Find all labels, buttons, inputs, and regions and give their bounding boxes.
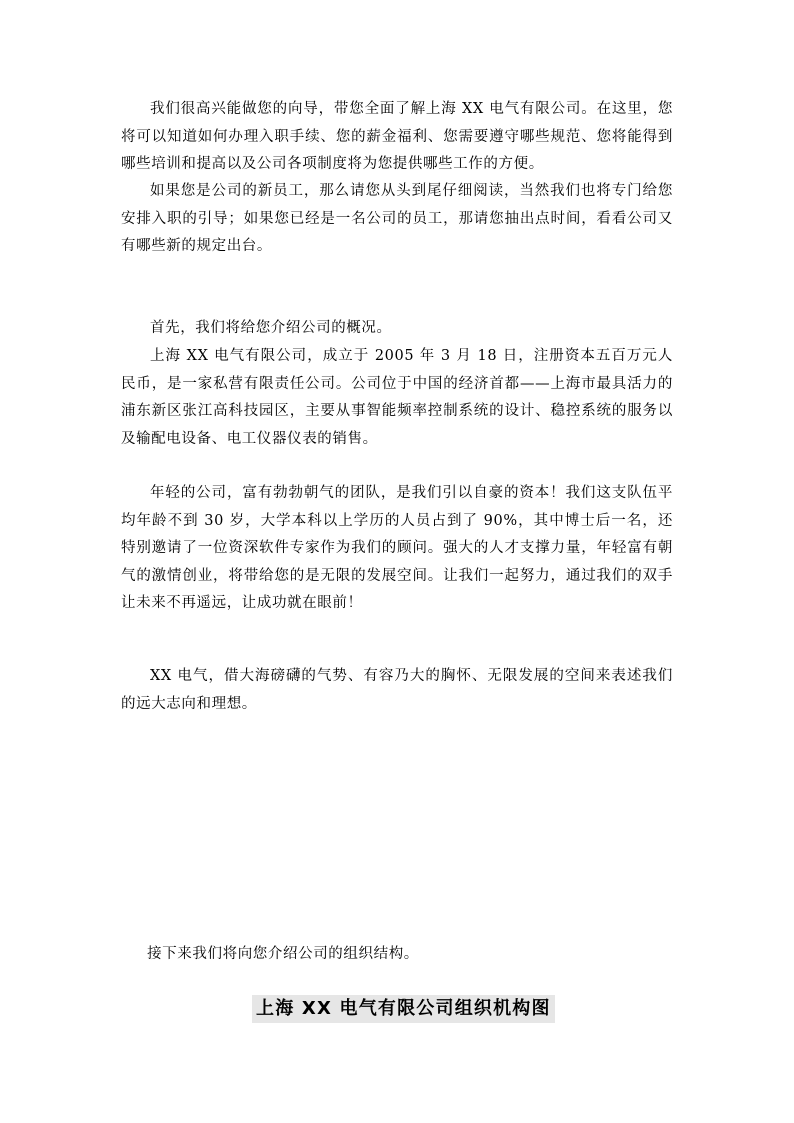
org-structure-intro-paragraph: 接下来我们将向您介绍公司的组织结构。: [147, 946, 419, 962]
org-chart-title: 上海 XX 电气有限公司组织机构图: [252, 995, 555, 1023]
overview-intro-paragraph: 首先，我们将给您介绍公司的概况。: [150, 320, 392, 336]
welcome-paragraph: 我们很高兴能做您的向导，带您全面了解上海 XX 电气有限公司。在这里，您将可以知道如何办理入职手续、您的薪金福利、您需要遵守哪些规范、您将能得到哪些培训和提高以及公司各项制度将为您提供哪些工作的方便。: [121, 101, 673, 172]
team-paragraph: 年轻的公司，富有勃勃朝气的团队，是我们引以自豪的资本！我们这支队伍平均年龄不到 30 岁，大学本科以上学历的人员占到了 90%，其中博士后一名，还特别邀请了一位资深软件专家作为我们的顾问。强大的人才支撑力量，年轻富有朝气的激情创业，将带给您的是无限的发展空间。让我们一起努力，通过我们的双手让未来不再遥远，让成功就在眼前！: [121, 485, 673, 611]
new-employee-paragraph: 如果您是公司的新员工，那么请您从头到尾仔细阅读，当然我们也将专门给您安排入职的引导；如果您已经是一名公司的员工，那请您抽出点时间，看看公司又有哪些新的规定出台。: [121, 183, 673, 254]
vision-paragraph: XX 电气，借大海磅礴的气势、有容乃大的胸怀、无限发展的空间来表述我们的远大志向和理想。: [121, 668, 673, 712]
company-profile-paragraph: 上海 XX 电气有限公司，成立于 2005 年 3 月 18 日，注册资本五百万元人民币，是一家私营有限责任公司。公司位于中国的经济首都——上海市最具活力的浦东新区张江高科技园区，主要从事智能频率控制系统的设计、稳控系统的服务以及输配电设备、电工仪器仪表的销售。: [121, 348, 673, 447]
